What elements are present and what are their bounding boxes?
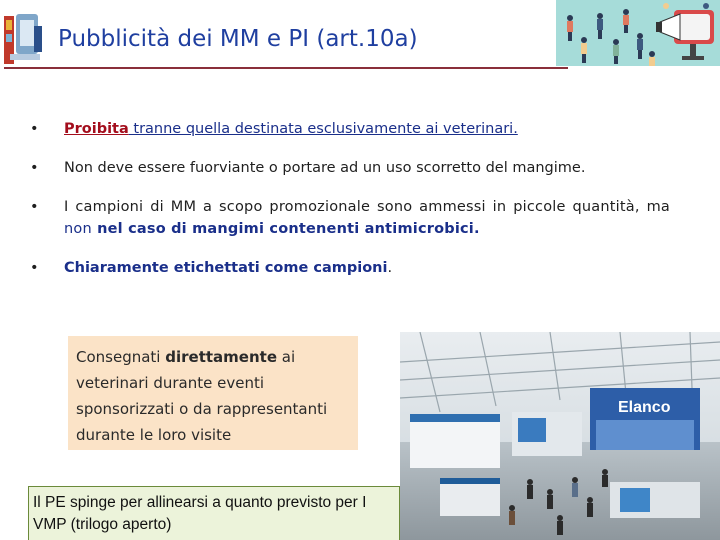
note-text: ai veterinari durante eventi sponsorizzati o da rappresentanti durante le loro visite <box>76 348 328 444</box>
list-item <box>30 157 670 179</box>
bullet-text: Non deve essere fuorviante o portare ad un uso scorretto del mangime. <box>64 160 586 176</box>
bullet-emphasis: Proibita <box>64 121 129 137</box>
title-divider <box>4 67 568 69</box>
bullet-text: . <box>387 260 393 276</box>
note-text: Consegnati <box>76 348 166 366</box>
note-emphasis: direttamente <box>165 348 277 366</box>
megaphone-illustration <box>556 0 720 66</box>
logo-icon <box>4 8 44 64</box>
bullet-emphasis: Chiaramente etichettati come campioni <box>64 260 388 276</box>
pe-callout: Il PE spinge per allinearsi a quanto previsto per I VMP (trilogo aperto) <box>28 486 400 540</box>
page-title: Pubblicità dei MM e PI (art.10a) <box>58 26 418 52</box>
list-item <box>30 118 670 140</box>
expo-photo <box>400 332 720 540</box>
list-item <box>30 257 670 279</box>
booth-sign: Elanco <box>618 399 671 416</box>
bullet-emphasis: nel caso di mangimi contenenti antimicrobici. <box>91 221 480 237</box>
bullet-text: tranne quella destinata esclusivamente ai veterinari. <box>128 121 518 137</box>
note-box <box>68 336 358 450</box>
bullet-emphasis: non <box>64 221 92 237</box>
bullet-list <box>30 118 670 279</box>
bullet-text: I campioni di MM a scopo promozionale sono ammessi in piccole quantità, ma <box>64 199 670 215</box>
list-item <box>30 196 670 240</box>
